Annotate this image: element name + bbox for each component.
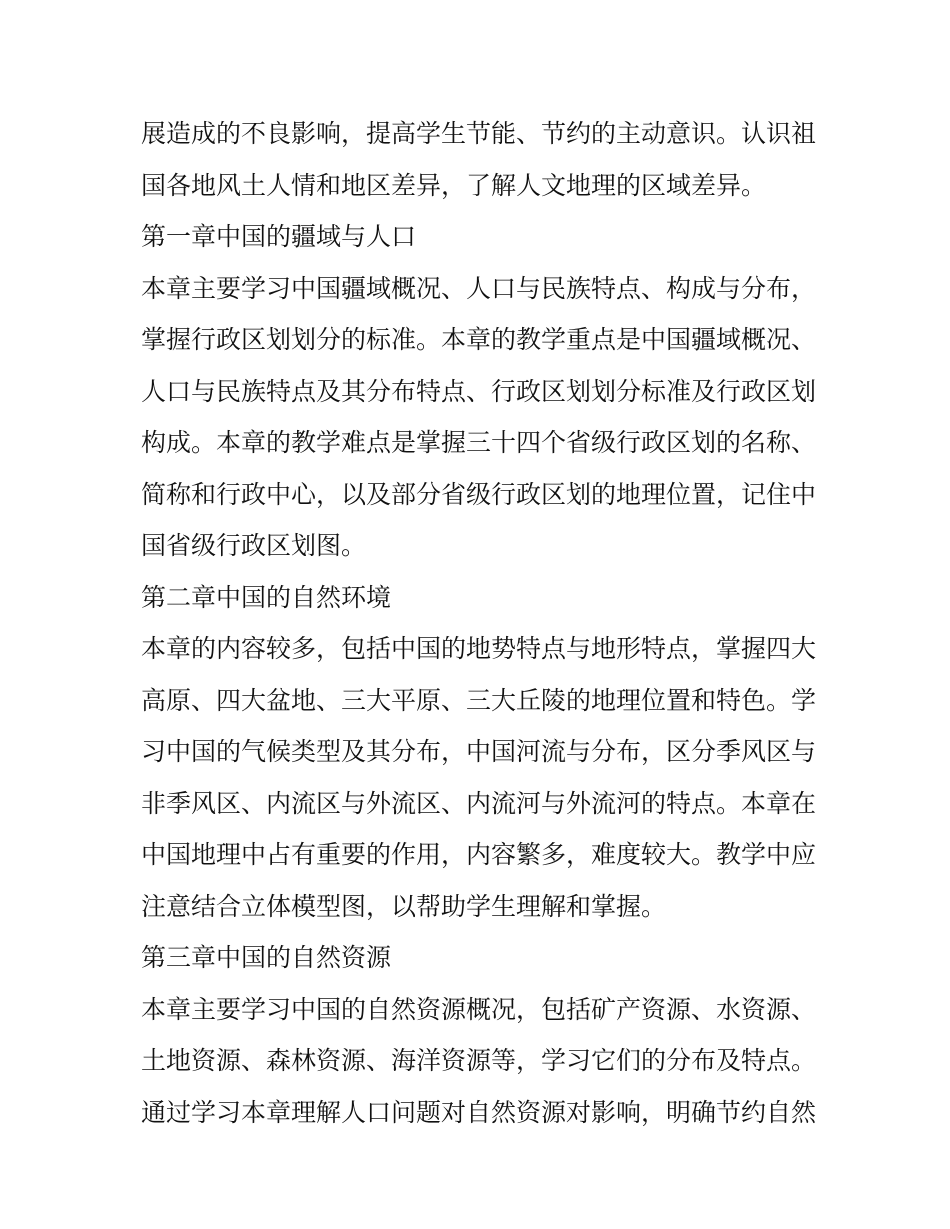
paragraph-line: 本章主要学习中国疆域概况、人口与民族特点、构成与分布， <box>141 273 817 303</box>
paragraph-line: 本章主要学习中国的自然资源概况，包括矿产资源、水资源、 <box>141 994 817 1024</box>
paragraph-line: 人口与民族特点及其分布特点、行政区划划分标准及行政区划 <box>141 376 817 406</box>
paragraph-line: 本章的内容较多，包括中国的地势特点与地形特点，掌握四大 <box>141 634 817 663</box>
paragraph-line: 国各地风土人情和地区差异，了解人文地理的区域差异。 <box>141 170 767 200</box>
chapter-heading: 第一章中国的疆域与人口 <box>141 222 417 251</box>
paragraph-line: 构成。本章的教学难点是掌握三十四个省级行政区划的名称、 <box>141 428 817 457</box>
paragraph-line: 中国地理中占有重要的作用，内容繁多，难度较大。教学中应 <box>141 840 817 869</box>
paragraph-line: 土地资源、森林资源、海洋资源等，学习它们的分布及特点。 <box>141 1046 817 1075</box>
paragraph-line: 注意结合立体模型图，以帮助学生理解和掌握。 <box>141 891 667 921</box>
paragraph-line: 高原、四大盆地、三大平原、三大丘陵的地理位置和特色。学 <box>141 685 817 715</box>
paragraph-line: 习中国的气候类型及其分布，中国河流与分布，区分季风区与 <box>141 737 817 766</box>
chapter-heading: 第三章中国的自然资源 <box>141 943 392 972</box>
body-text <box>141 108 821 1138</box>
paragraph-line: 掌握行政区划划分的标准。本章的教学重点是中国疆域概况、 <box>141 325 817 354</box>
chapter-heading: 第二章中国的自然环境 <box>141 582 392 612</box>
paragraph-line: 国省级行政区划图。 <box>141 531 367 560</box>
paragraph-line: 通过学习本章理解人口问题对自然资源对影响，明确节约自然 <box>141 1097 817 1127</box>
paragraph-line: 简称和行政中心，以及部分省级行政区划的地理位置，记住中 <box>141 479 817 509</box>
paragraph-line: 展造成的不良影响，提高学生节能、节约的主动意识。认识祖 <box>141 119 817 148</box>
paragraph-line: 非季风区、内流区与外流区、内流河与外流河的特点。本章在 <box>141 788 817 818</box>
